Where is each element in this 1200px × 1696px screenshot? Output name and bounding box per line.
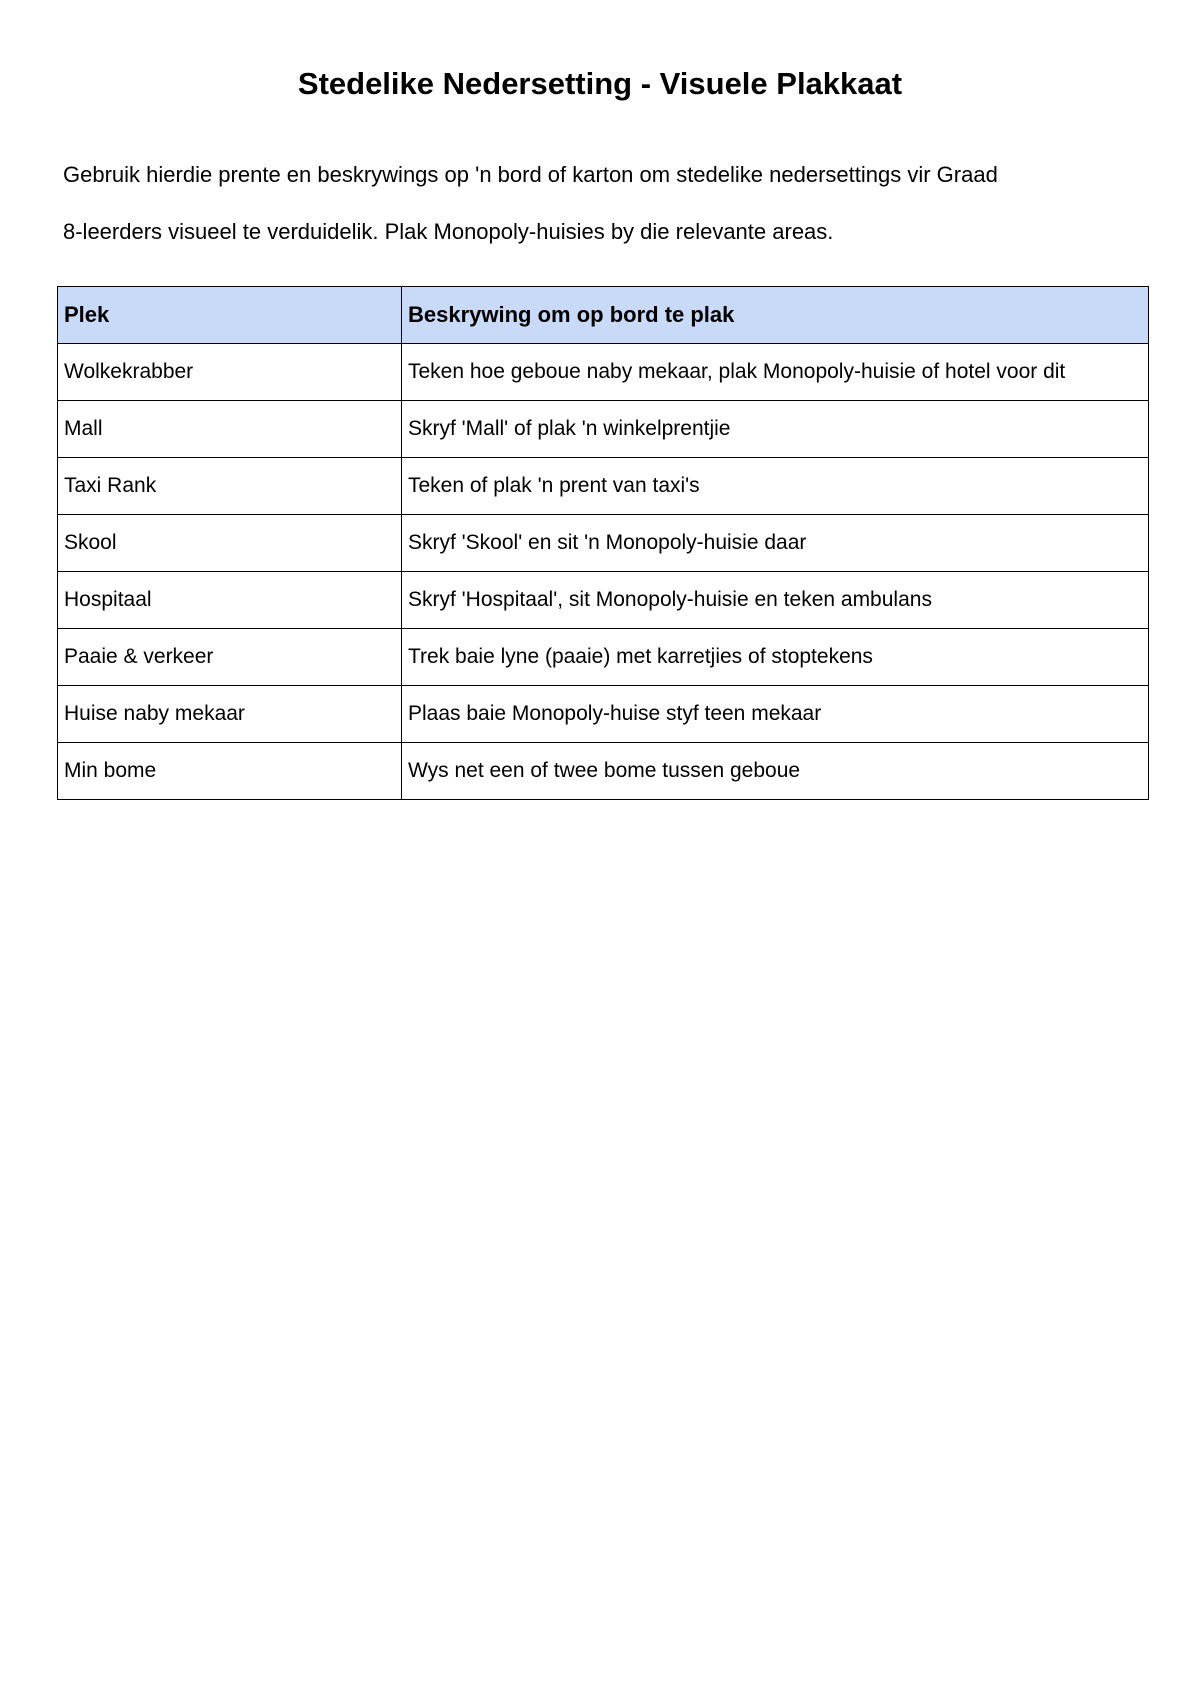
table-row <box>58 344 1149 401</box>
place-cell: Skool <box>58 515 402 572</box>
intro-paragraph <box>63 146 1143 260</box>
table-header-row <box>58 287 1149 344</box>
table-row <box>58 686 1149 743</box>
description-cell: Skryf 'Skool' en sit 'n Monopoly-huisie daar <box>402 515 1149 572</box>
description-cell: Skryf 'Mall' of plak 'n winkelprentjie <box>402 401 1149 458</box>
page-title: Stedelike Nedersetting - Visuele Plakkaat <box>297 66 903 101</box>
place-cell: Paaie & verkeer <box>58 629 402 686</box>
table-row <box>58 743 1149 800</box>
place-cell: Hospitaal <box>58 572 402 629</box>
table-row <box>58 629 1149 686</box>
places-table <box>57 286 1149 800</box>
column-header-plek: Plek <box>58 287 402 344</box>
table-row <box>58 458 1149 515</box>
table-row <box>58 572 1149 629</box>
description-cell: Plaas baie Monopoly-huise styf teen mekaar <box>402 686 1149 743</box>
table-row <box>58 401 1149 458</box>
place-cell: Taxi Rank <box>58 458 402 515</box>
place-cell: Huise naby mekaar <box>58 686 402 743</box>
place-cell: Wolkekrabber <box>58 344 402 401</box>
table-row <box>58 515 1149 572</box>
column-header-beskrywing: Beskrywing om op bord te plak <box>402 287 1149 344</box>
intro-line: Gebruik hierdie prente en beskrywings op 'n bord of karton om stedelike nedersettings vir Graad <box>63 162 998 187</box>
description-cell: Teken hoe geboue naby mekaar, plak Monopoly-huisie of hotel voor dit <box>402 344 1149 401</box>
intro-line: 8-leerders visueel te verduidelik. Plak Monopoly-huisies by die relevante areas. <box>63 219 834 244</box>
description-cell: Trek baie lyne (paaie) met karretjies of stoptekens <box>402 629 1149 686</box>
description-cell: Wys net een of twee bome tussen geboue <box>402 743 1149 800</box>
description-cell: Skryf 'Hospitaal', sit Monopoly-huisie en teken ambulans <box>402 572 1149 629</box>
place-cell: Min bome <box>58 743 402 800</box>
description-cell: Teken of plak 'n prent van taxi's <box>402 458 1149 515</box>
place-cell: Mall <box>58 401 402 458</box>
